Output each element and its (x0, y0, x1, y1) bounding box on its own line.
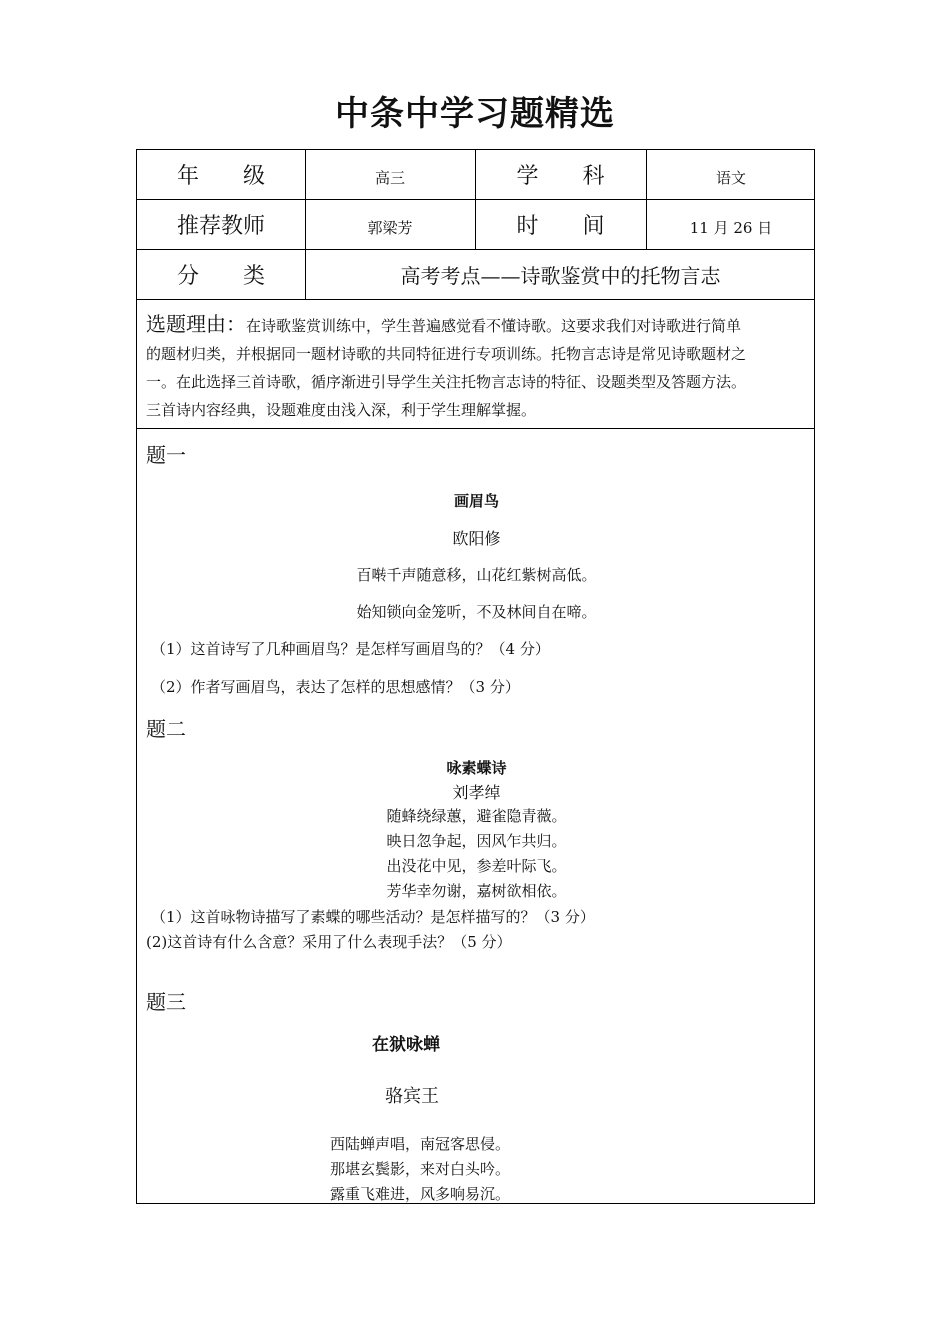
reason-line: 在诗歌鉴赏训练中，学生普遍感觉看不懂诗歌。这要求我们对诗歌进行简单 (246, 317, 742, 335)
question-item: （2）作者写画眉鸟，表达了怎样的思想感情？（3 分） (151, 678, 520, 696)
poem-title: 咏素蝶诗 (446, 759, 507, 777)
teacher-value-cell (305, 199, 475, 249)
poem-author: 骆宾王 (385, 1086, 439, 1107)
category-label-char: 分 (177, 263, 200, 289)
category-label-char: 类 (242, 263, 265, 289)
reason-heading: 选题理由： (146, 312, 246, 336)
poem-line: 芳华幸勿谢，嘉树欲相依。 (386, 882, 567, 900)
section-heading: 题二 (146, 717, 186, 741)
teacher-label-cell (137, 199, 305, 249)
time-label-char: 间 (582, 213, 605, 239)
selection-reason (146, 310, 810, 424)
reason-line: 的题材归类，并根据同一题材诗歌的共同特征进行专项训练。托物言志诗是常见诗歌题材之 (146, 345, 747, 363)
grade-label-char: 级 (242, 164, 265, 189)
poem-line: 始知锁向金笼听，不及林间自在啼。 (356, 603, 597, 621)
category-value: 高考考点——诗歌鉴赏中的托物言志 (400, 263, 721, 288)
section-heading: 题一 (146, 443, 186, 467)
poem-line: 露重飞难进，风多响易沉。 (330, 1185, 511, 1203)
grade-value-cell (305, 150, 475, 199)
subject-value-cell (646, 150, 816, 199)
question-item: （1）这首诗写了几种画眉鸟？是怎样写画眉鸟的？（4 分） (151, 640, 550, 658)
poem-line: 出没花中见，参差叶际飞。 (386, 857, 567, 875)
poem-line: 随蜂绕绿蕙，避雀隐青薇。 (386, 807, 567, 825)
reason-line: 三首诗内容经典，设题难度由浅入深，利于学生理解掌握。 (146, 401, 537, 419)
grade-label-cell (137, 150, 305, 199)
grade-label-char: 年 (177, 164, 200, 189)
subject-value: 语文 (715, 169, 746, 187)
row-divider (137, 299, 814, 300)
poem-title: 在狱咏蝉 (372, 1035, 440, 1055)
time-value: 11 月 26 日 (689, 218, 773, 237)
question-item: (2)这首诗有什么含意？采用了什么表现手法？（5 分） (146, 933, 512, 951)
time-label-char: 时 (516, 213, 539, 239)
section-heading: 题三 (146, 990, 186, 1014)
reason-line: 一。在此选择三首诗歌，循序渐进引导学生关注托物言志诗的特征、设题类型及答题方法。 (146, 373, 747, 391)
poem-line: 那堪玄鬓影，来对白头吟。 (330, 1160, 511, 1178)
worksheet-table (136, 149, 815, 1204)
poem-title: 画眉鸟 (453, 492, 499, 510)
subject-label-char: 科 (582, 164, 605, 189)
row-divider (137, 428, 814, 429)
page-title: 中条中学习题精选 (335, 94, 615, 134)
poem-line: 西陆蝉声唱，南冠客思侵。 (330, 1135, 511, 1153)
poem-author: 刘孝绰 (452, 783, 501, 802)
grade-value: 高三 (374, 169, 405, 187)
subject-label-cell (475, 150, 646, 199)
poem-author: 欧阳修 (452, 529, 501, 548)
teacher-value: 郭梁芳 (367, 218, 413, 237)
teacher-label: 推荐教师 (176, 213, 265, 239)
category-value-cell (305, 249, 816, 299)
poem-line: 映日忽争起，因风乍共归。 (386, 832, 567, 850)
category-label-cell (137, 249, 305, 299)
poem-line: 百啭千声随意移，山花红紫树高低。 (356, 566, 597, 584)
time-value-cell (646, 199, 816, 249)
time-label-cell (475, 199, 646, 249)
question-item: （1）这首咏物诗描写了素蝶的哪些活动？是怎样描写的？（3 分） (151, 908, 595, 926)
subject-label-char: 学 (516, 164, 539, 189)
